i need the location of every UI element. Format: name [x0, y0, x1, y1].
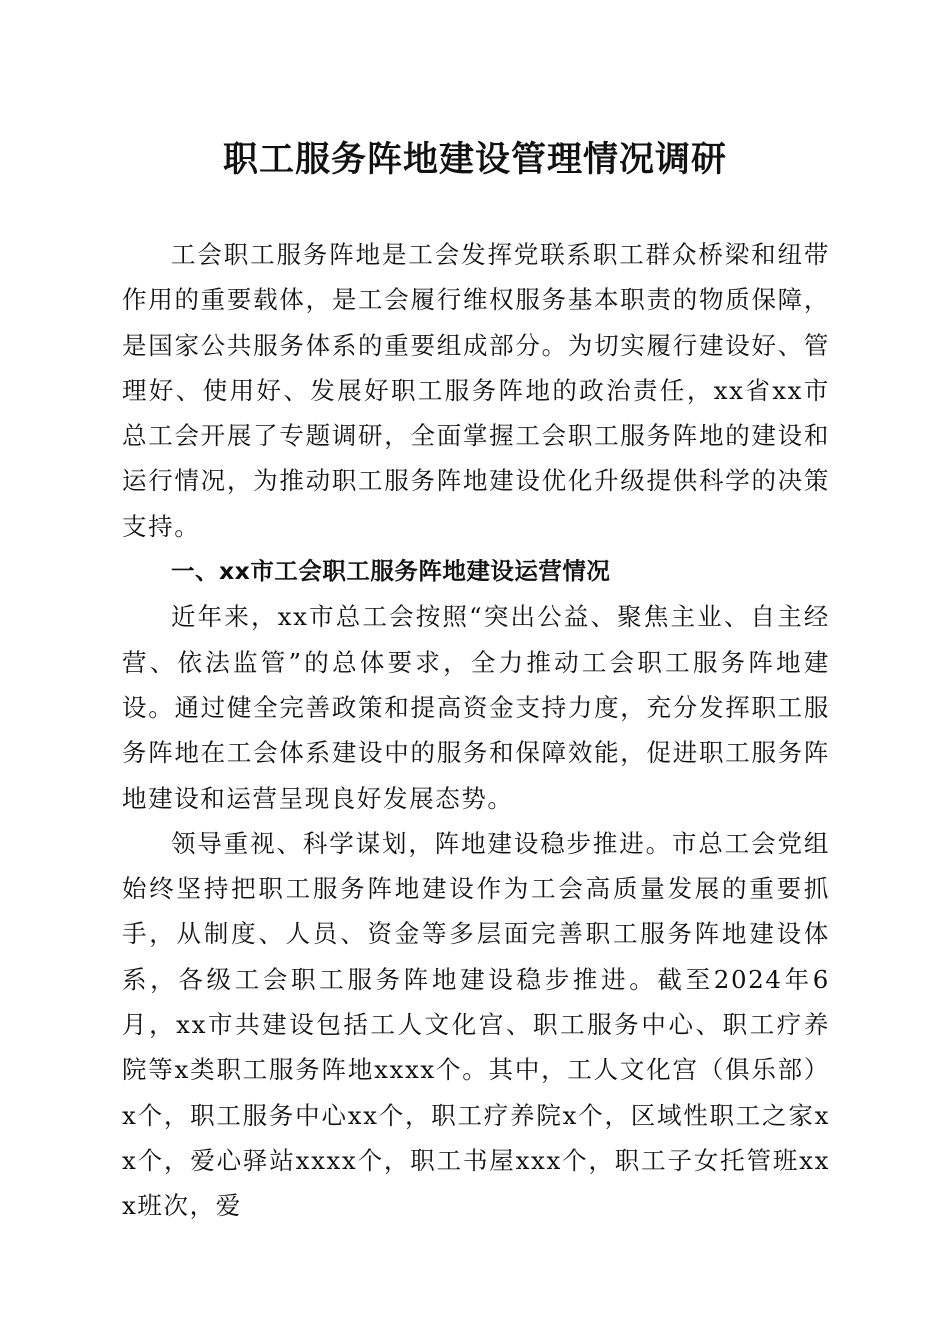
section-paragraph-overview: 近年来，xx市总工会按照“突出公益、聚焦主业、自主经营、依法监管”的总体要求，全力推动工会职工服务阵地建设。通过健全完善政策和提高资金支持力度，充分发挥职工服务阵地在工会体系建设中的服务和保障效能，促进职工服务阵地建设和运营呈现良好发展态势。	[122, 602, 830, 813]
document-body	[122, 232, 830, 1229]
document-title: 职工服务阵地建设管理情况调研	[222, 139, 727, 180]
intro-paragraph: 工会职工服务阵地是工会发挥党联系职工群众桥梁和纽带作用的重要载体，是工会履行维权服务基本职责的物质保障，是国家公共服务体系的重要组成部分。为切实履行建设好、管理好、使用好、发展好职工服务阵地的政治责任，xx省xx市总工会开展了专题调研，全面掌握工会职工服务阵地的建设和运行情况，为推动职工服务阵地建设优化升级提供科学的决策支持。	[122, 240, 830, 541]
section-paragraph-progress: 领导重视、科学谋划，阵地建设稳步推进。市总工会党组始终坚持把职工服务阵地建设作为工会高质量发展的重要抓手，从制度、人员、资金等多层面完善职工服务阵地建设体系，各级工会职工服务阵地建设稳步推进。截至2024年6月，xx市共建设包括工人文化宫、职工服务中心、职工疗养院等x类职工服务阵地xxxx个。其中，工人文化宫（俱乐部）x个，职工服务中心xx个，职工疗养院x个，区域性职工之家xx个，爱心驿站xxxx个，职工书屋xxx个，职工子女托管班xxx班次，爱	[122, 828, 830, 1221]
section-heading: 一、xx市工会职工服务阵地建设运营情况	[171, 557, 611, 586]
